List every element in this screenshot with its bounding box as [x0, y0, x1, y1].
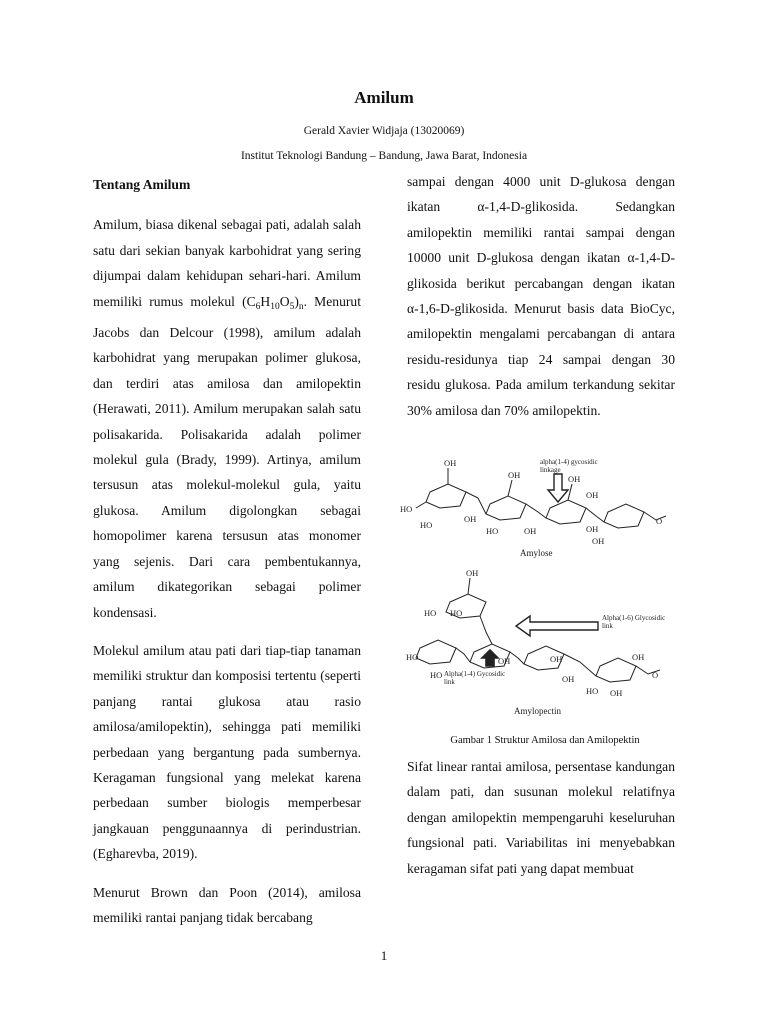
- amylose-ring-1: [426, 484, 466, 508]
- page-number: 1: [380, 948, 388, 963]
- svg-text:OH: OH: [562, 674, 575, 684]
- paper-title: Amilum: [354, 88, 414, 107]
- amylopectin-ring-4: [596, 658, 636, 682]
- svg-text:HO: HO: [430, 670, 443, 680]
- svg-text:OH: OH: [464, 514, 477, 524]
- svg-text:HO: HO: [400, 504, 413, 514]
- glycosidic-arrow-left: [516, 616, 598, 636]
- amylose-ring-2: [486, 496, 526, 520]
- svg-text:HO: HO: [424, 608, 437, 618]
- label-amylose-linkage: alpha(1-4) gycosidic: [540, 458, 598, 466]
- right-column: [407, 169, 675, 423]
- affiliation-line: Institut Teknologi Bandung – Bandung, Jawa Barat, Indonesia: [240, 150, 528, 162]
- glycosidic-arrow-up: [482, 650, 498, 666]
- svg-text:HO: HO: [420, 520, 433, 530]
- svg-text:OH: OH: [586, 490, 599, 500]
- svg-text:OH: OH: [568, 474, 581, 484]
- paragraph-amylose: Menurut Brown dan Poon (2014), amilosa memiliki rantai panjang tidak bercabang: [93, 884, 361, 925]
- right-column-lower: [407, 754, 675, 881]
- amylopectin-ring-1: [416, 640, 456, 664]
- paragraph-amylopectin: sampai dengan 4000 unit D-glukosa dengan ikatan α-1,4-D-glikosida. Sedangkan amilopektin memiliki rantai sampai dengan 10000 unit D-glukosa dengan ikatan α-1,4-D-glikosida berikut percabangan dengan ikatan α-1,6-D-glikosida. Menurut basis data BioCyc, amilopektin mengalami percabangan di antara residu-residunya tiap 24 sampai dengan 30 residu glukosa. Pada amilum terkandung sekitar 30% amilosa dan 70% amilopektin.: [407, 174, 675, 418]
- svg-text:OH: OH: [466, 568, 479, 578]
- svg-text:HO: HO: [450, 608, 463, 618]
- paragraph-properties: Sifat linear rantai amilosa, persentase kandungan dalam pati, dan susunan molekul relatifnya dengan amilopektin mempengaruhi keseluruhan fungsional pati. Variabilitas ini menyebabkan keragaman sifat pati yang dapat membuat: [407, 759, 675, 876]
- svg-text:HO: HO: [586, 686, 599, 696]
- paragraph-intro: Amilum, biasa dikenal sebagai pati, adalah salah satu dari sekian banyak karbohidrat yang sering dijumpai dalam kehidupan sehari-hari. Amilum memiliki rumus molekul $(C_6H_{10}O_5)_n$. Menurut Jacobs dan Delcour (1998), amilum adalah karbohidrat yang merupakan polimer glukosa, dan terdiri atas amilosa dan amilopektin (Herawati, 2011). Amilum merupakan salah satu polisakarida. Polisakarida adalah polimer molekul gula (Brady, 1999). Artinya, amilum tersusun atas molekul-molekul gula, yaitu glukosa. Amilum digolongkan sebagai homopolimer karena tersusun atas monomer yang sejenis. Dari cara pembentukannya, amilum dikategorikan sebagai polimer kondensasi.: [93, 217, 361, 620]
- label-16-link: Alpha(1-6) Glycosidic: [602, 614, 666, 622]
- svg-text:linkage: linkage: [540, 466, 561, 474]
- author-line: Gerald Xavier Widjaja (13020069): [303, 125, 465, 137]
- svg-text:OH: OH: [444, 458, 457, 468]
- amylopectin-label: Amylopectin: [514, 706, 561, 716]
- section-heading: Tentang Amilum: [93, 177, 191, 192]
- amylose-label: Amylose: [520, 548, 553, 558]
- svg-text:O: O: [652, 670, 659, 680]
- svg-text:OH: OH: [632, 652, 645, 662]
- left-column: [93, 172, 361, 930]
- svg-text:OH: OH: [610, 688, 623, 698]
- svg-text:OH: OH: [524, 526, 537, 536]
- amylose-ring-4: [604, 504, 644, 528]
- label-amylopectin-linkage: Alpha(1-4) Gycosidic: [444, 670, 506, 678]
- svg-text:link: link: [602, 622, 613, 630]
- svg-text:HO: HO: [486, 526, 499, 536]
- structure-diagram: [400, 452, 690, 722]
- paragraph-structure: Molekul amilum atau pati dari tiap-tiap tanaman memiliki struktur dan komposisi tertentu (seperti panjang rantai glukosa atau rasio amilosa/amilopektin), sehingga pati memiliki perbedaan yang bergantung pada sumbernya. Keragaman fungsional yang melekat karena perbedaan sumber biologis memperbesar jangkauan penggunaannya di perindustrian. (Egharevba, 2019).: [93, 642, 361, 862]
- svg-text:OH: OH: [508, 470, 521, 480]
- amylose-ring-3: [546, 500, 586, 524]
- svg-text:OH: OH: [586, 524, 599, 534]
- svg-text:OH: OH: [592, 536, 605, 546]
- starch-structure-figure: [400, 452, 690, 722]
- svg-text:OH: OH: [550, 654, 563, 664]
- figure-caption: Gambar 1 Struktur Amilosa dan Amilopektin: [450, 735, 640, 746]
- svg-text:OH: OH: [498, 656, 511, 666]
- svg-text:link: link: [444, 678, 455, 686]
- svg-text:O: O: [656, 516, 663, 526]
- svg-text:HO: HO: [406, 652, 419, 662]
- glycosidic-arrow-down: [548, 474, 568, 502]
